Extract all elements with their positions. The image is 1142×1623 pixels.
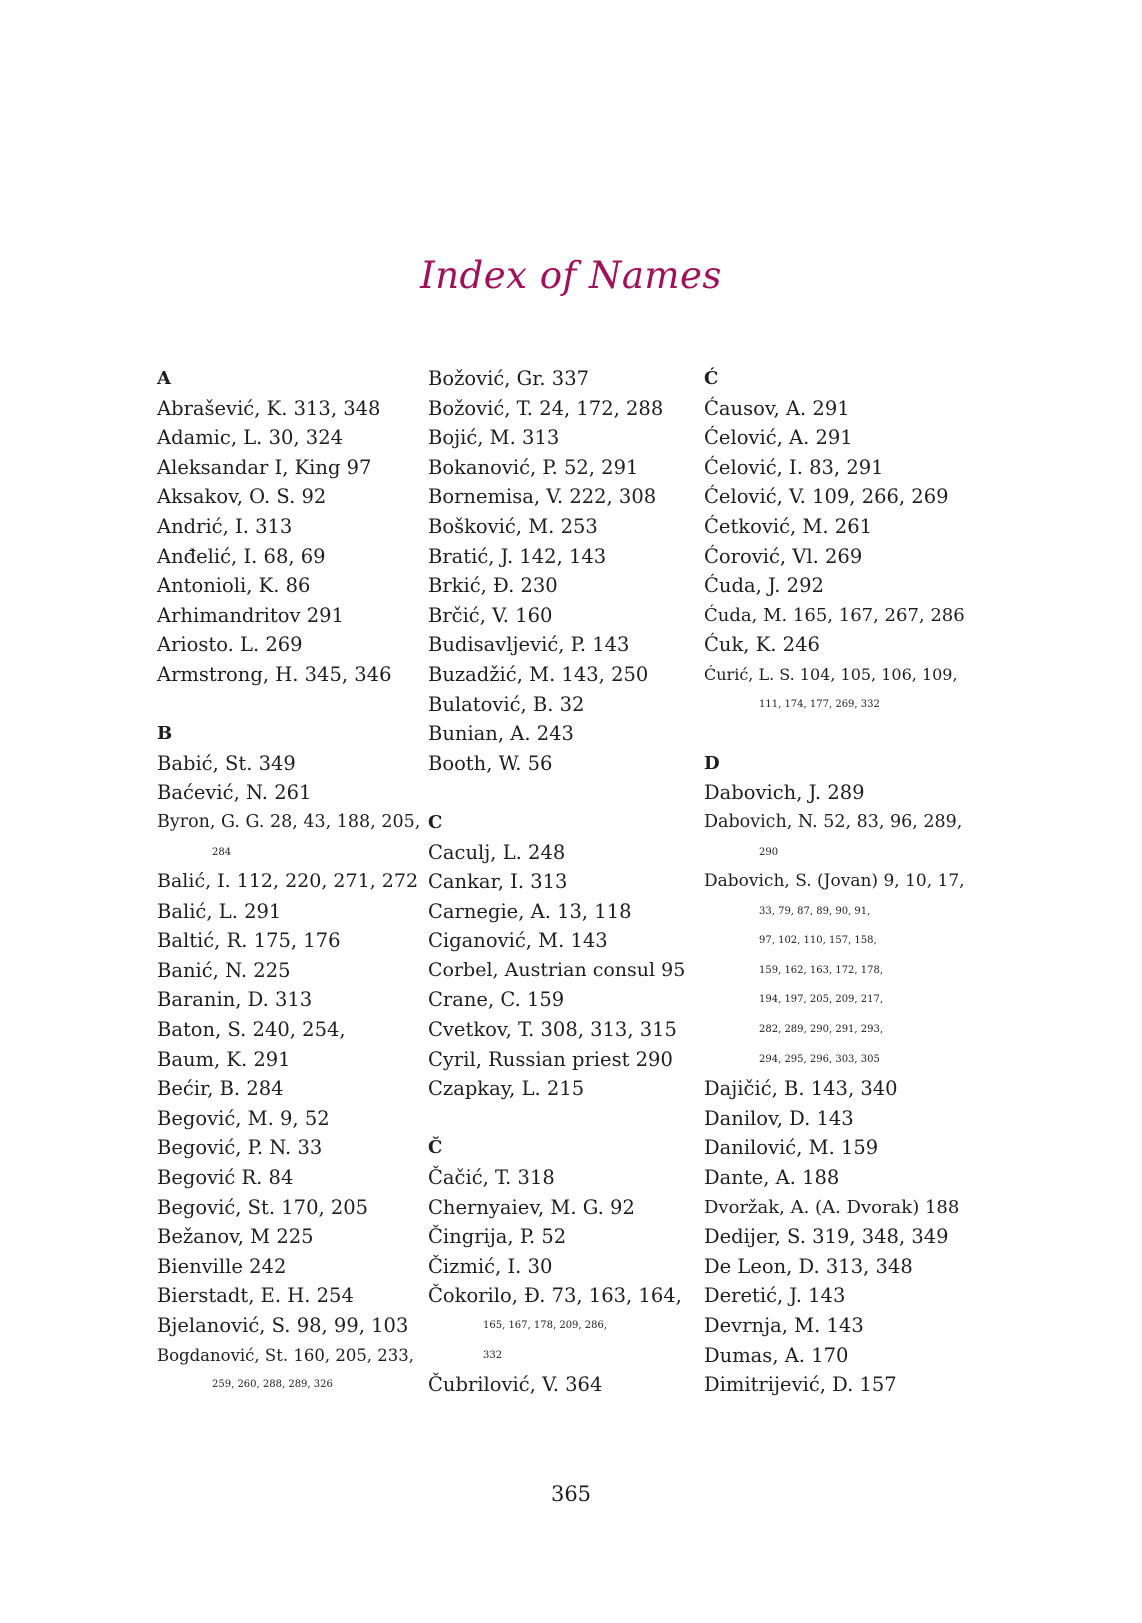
index-entry: Dvoržak, A. (A. Dvorak) 188 xyxy=(704,1196,960,1218)
index-entry-continuation: 194, 197, 205, 209, 217, xyxy=(759,994,884,1006)
index-entry: Abrašević, K. 313, 348 xyxy=(157,396,381,420)
index-entry: Devrnja, M. 143 xyxy=(704,1314,864,1337)
section-letter: Č xyxy=(428,1137,443,1159)
index-entry: Dajičić, B. 143, 340 xyxy=(704,1077,898,1101)
index-entry: Čubrilović, V. 364 xyxy=(428,1373,603,1397)
section-gap xyxy=(704,719,964,749)
index-entry: Carnegie, A. 13, 118 xyxy=(428,899,632,923)
index-entry: Arhimandritov 291 xyxy=(157,603,344,627)
index-entry: Andrić, I. 313 xyxy=(157,514,293,538)
index-entry: Begović, St. 170, 205 xyxy=(157,1195,369,1219)
index-entry: Božović, Gr. 337 xyxy=(428,367,590,390)
index-entry: Bećir, B. 284 xyxy=(157,1077,284,1101)
index-entry-continuation: 332 xyxy=(483,1349,503,1361)
index-entry: Budisavljević, P. 143 xyxy=(428,633,630,657)
index-entry: Ćelović, V. 109, 266, 269 xyxy=(704,485,949,509)
index-entry: Bojić, M. 313 xyxy=(428,426,560,450)
index-entry: Deretić, J. 143 xyxy=(704,1284,846,1308)
index-entry: Baton, S. 240, 254, xyxy=(157,1018,346,1042)
index-column-1 xyxy=(157,364,419,1400)
index-entry: Balić, I. 112, 220, 271, 272 xyxy=(157,870,419,893)
section-gap xyxy=(428,778,684,808)
index-entry: Brčić, V. 160 xyxy=(428,603,553,627)
index-entry: Baltić, R. 175, 176 xyxy=(157,929,341,953)
index-entry: Dimitrijević, D. 157 xyxy=(704,1373,897,1397)
index-entry: Begović, M. 9, 52 xyxy=(157,1106,330,1130)
index-entry: Dabovich, J. 289 xyxy=(704,781,865,805)
index-entry: Božović, T. 24, 172, 288 xyxy=(428,396,664,420)
index-entry: Ćelović, I. 83, 291 xyxy=(704,455,884,479)
index-entry: Čizmić, I. 30 xyxy=(428,1254,553,1278)
section-letter: Ć xyxy=(704,368,719,389)
index-entry: Booth, W. 56 xyxy=(428,751,553,775)
index-entry-continuation: 284 xyxy=(212,846,232,858)
index-entry: Bošković, M. 253 xyxy=(428,514,598,538)
index-entry: Ćuda, M. 165, 167, 267, 286 xyxy=(704,604,965,626)
section-letter: A xyxy=(157,368,171,389)
index-entry: Anđelić, I. 68, 69 xyxy=(157,544,326,568)
index-column-2 xyxy=(428,364,684,1400)
index-entry: De Leon, D. 313, 348 xyxy=(704,1254,913,1278)
index-entry: Čokorilo, Đ. 73, 163, 164, xyxy=(428,1284,682,1308)
index-entry: Baranin, D. 313 xyxy=(157,988,313,1012)
index-entry-continuation: 33, 79, 87, 89, 90, 91, xyxy=(759,905,871,917)
index-entry-continuation: 159, 162, 163, 172, 178, xyxy=(759,964,884,976)
index-entry: Ćorović, Vl. 269 xyxy=(704,544,863,568)
index-entry: Baćević, N. 261 xyxy=(157,781,312,805)
index-entry: Bierstadt, E. H. 254 xyxy=(157,1284,354,1308)
index-entry: Dabovich, S. (Jovan) 9, 10, 17, xyxy=(704,871,965,892)
index-entry: Danilović, M. 159 xyxy=(704,1136,879,1160)
index-entry: Ćetković, M. 261 xyxy=(704,514,873,538)
index-entry: Dumas, A. 170 xyxy=(704,1343,849,1367)
index-entry: Ćausov, A. 291 xyxy=(704,396,850,420)
index-entry: Bunian, A. 243 xyxy=(428,722,574,746)
index-entry: Corbel, Austrian consul 95 xyxy=(428,958,686,981)
index-entry: Cvetkov, T. 308, 313, 315 xyxy=(428,1018,677,1042)
index-entry: Aleksandar I, King 97 xyxy=(157,455,372,479)
section-letter: C xyxy=(428,811,443,833)
index-entry: Bokanović, P. 52, 291 xyxy=(428,455,639,479)
index-entry-continuation: 282, 289, 290, 291, 293, xyxy=(759,1024,884,1036)
index-entry: Caculj, L. 248 xyxy=(428,840,566,864)
index-entry: Dedijer, S. 319, 348, 349 xyxy=(704,1225,949,1249)
index-entry: Ćuk, K. 246 xyxy=(704,633,820,657)
index-entry: Banić, N. 225 xyxy=(157,958,291,982)
index-entry-continuation: 165, 167, 178, 209, 286, xyxy=(483,1320,608,1331)
index-entry: Begović R. 84 xyxy=(157,1166,294,1190)
index-entry: Danilov, D. 143 xyxy=(704,1106,854,1130)
index-entry-continuation: 294, 295, 296, 303, 305 xyxy=(759,1053,880,1065)
index-entry: Crane, C. 159 xyxy=(428,988,565,1012)
section-gap xyxy=(157,690,419,720)
index-entry: Cyril, Russian priest 290 xyxy=(428,1047,673,1071)
index-entry-continuation: 290 xyxy=(759,846,779,858)
index-entry: Dabovich, N. 52, 83, 96, 289, xyxy=(704,811,963,832)
index-entry-continuation: 111, 174, 177, 269, 332 xyxy=(759,698,880,710)
index-entry: Adamic, L. 30, 324 xyxy=(157,426,344,450)
index-entry: Chernyaiev, M. G. 92 xyxy=(428,1195,635,1219)
index-entry-continuation: 97, 102, 110, 157, 158, xyxy=(759,935,877,947)
index-entry: Bulatović, B. 32 xyxy=(428,692,585,716)
index-entry: Ćurić, L. S. 104, 105, 106, 109, xyxy=(704,664,958,684)
index-entry: Ćelović, A. 291 xyxy=(704,426,853,450)
index-column-3 xyxy=(704,364,964,1400)
section-letter: D xyxy=(704,752,720,774)
index-entry: Bjelanović, S. 98, 99, 103 xyxy=(157,1314,409,1337)
index-entry: Ariosto. L. 269 xyxy=(157,633,303,657)
index-entry: Czapkay, L. 215 xyxy=(428,1077,585,1101)
index-entry: Bienville 242 xyxy=(157,1254,287,1278)
index-entry: Brkić, Đ. 230 xyxy=(428,574,558,598)
index-entry: Čačić, T. 318 xyxy=(428,1166,555,1190)
section-letter: B xyxy=(157,723,173,745)
index-entry: Byron, G. G. 28, 43, 188, 205, xyxy=(157,811,421,832)
index-entry: Balić, L. 291 xyxy=(157,899,282,923)
index-entry: Antonioli, K. 86 xyxy=(157,574,311,598)
index-entry: Ciganović, M. 143 xyxy=(428,929,608,953)
index-entry: Baum, K. 291 xyxy=(157,1047,291,1071)
section-gap xyxy=(428,1104,684,1134)
index-entry: Ćuda, J. 292 xyxy=(704,574,824,598)
page-title: Index of Names xyxy=(420,254,722,297)
page-number: 365 xyxy=(550,1482,592,1506)
index-entry: Aksakov, O. S. 92 xyxy=(157,485,327,509)
index-entry: Bornemisa, V. 222, 308 xyxy=(428,485,657,509)
index-entry: Bogdanović, St. 160, 205, 233, xyxy=(157,1345,415,1365)
index-entry: Čingrija, P. 52 xyxy=(428,1225,567,1249)
index-entry: Babić, St. 349 xyxy=(157,751,296,775)
index-entry: Bežanov, M 225 xyxy=(157,1225,314,1249)
index-entry: Dante, A. 188 xyxy=(704,1166,840,1190)
index-entry: Armstrong, H. 345, 346 xyxy=(157,662,392,686)
index-entry-continuation: 259, 260, 288, 289, 326 xyxy=(212,1379,333,1391)
index-entry: Buzadžić, M. 143, 250 xyxy=(428,662,649,686)
index-entry: Begović, P. N. 33 xyxy=(157,1136,323,1160)
index-entry: Bratić, J. 142, 143 xyxy=(428,544,607,568)
index-entry: Cankar, I. 313 xyxy=(428,870,568,894)
